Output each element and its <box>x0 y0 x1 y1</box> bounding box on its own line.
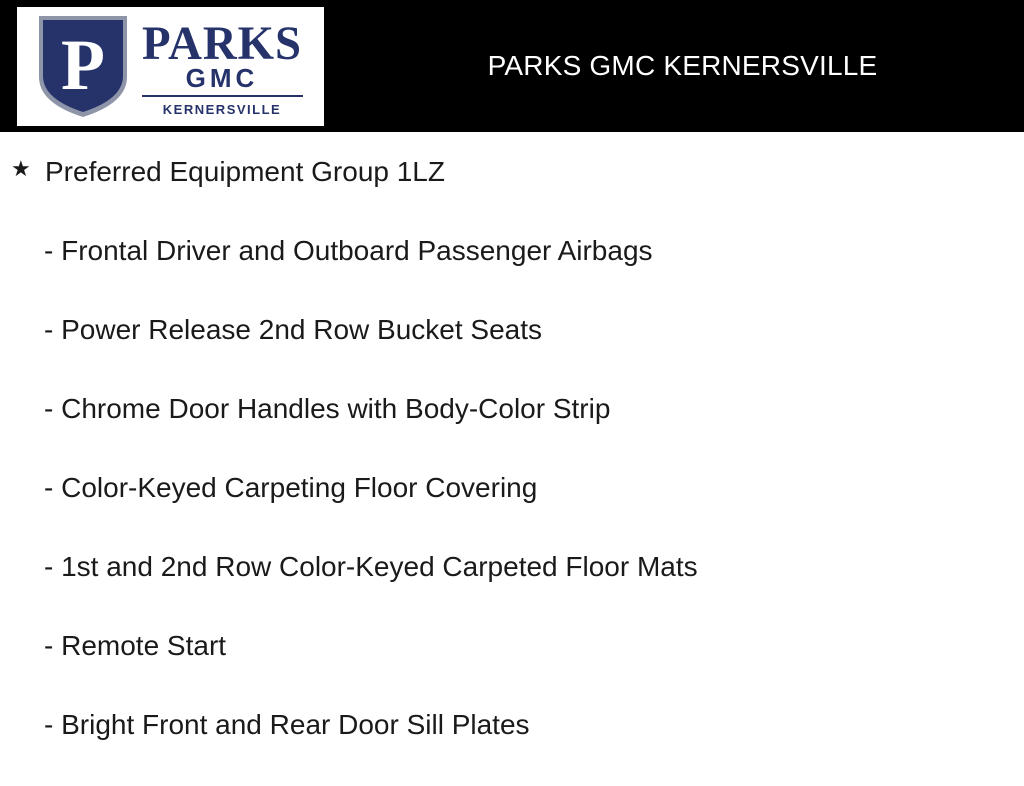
feature-item: - Remote Start <box>44 630 227 661</box>
logo-brand-mid: GMC <box>185 63 259 93</box>
dealer-logo <box>17 7 324 126</box>
equipment-group-heading <box>0 154 1000 190</box>
shield-letter: P <box>61 25 105 105</box>
star-icon: ★ <box>11 157 31 182</box>
feature-item: - Bright Front and Rear Door Sill Plates <box>44 709 530 740</box>
equipment-content <box>0 132 1024 768</box>
parks-shield-icon <box>17 7 324 126</box>
feature-list <box>44 233 698 786</box>
logo-brand-bottom: KERNERSVILLE <box>162 102 282 117</box>
feature-item: - Power Release 2nd Row Bucket Seats <box>44 314 543 345</box>
feature-item: - Chrome Door Handles with Body-Color Strip <box>44 393 611 424</box>
group-title: Preferred Equipment Group 1LZ <box>45 156 445 187</box>
feature-item: - Color-Keyed Carpeting Floor Covering <box>44 472 538 503</box>
feature-item: - 1st and 2nd Row Color-Keyed Carpeted Floor Mats <box>44 551 698 582</box>
header-bar <box>0 0 1024 132</box>
dealer-name: PARKS GMC KERNERSVILLE <box>487 50 878 81</box>
feature-item: - Frontal Driver and Outboard Passenger Airbags <box>44 235 653 266</box>
logo-brand-top: PARKS <box>142 17 302 70</box>
